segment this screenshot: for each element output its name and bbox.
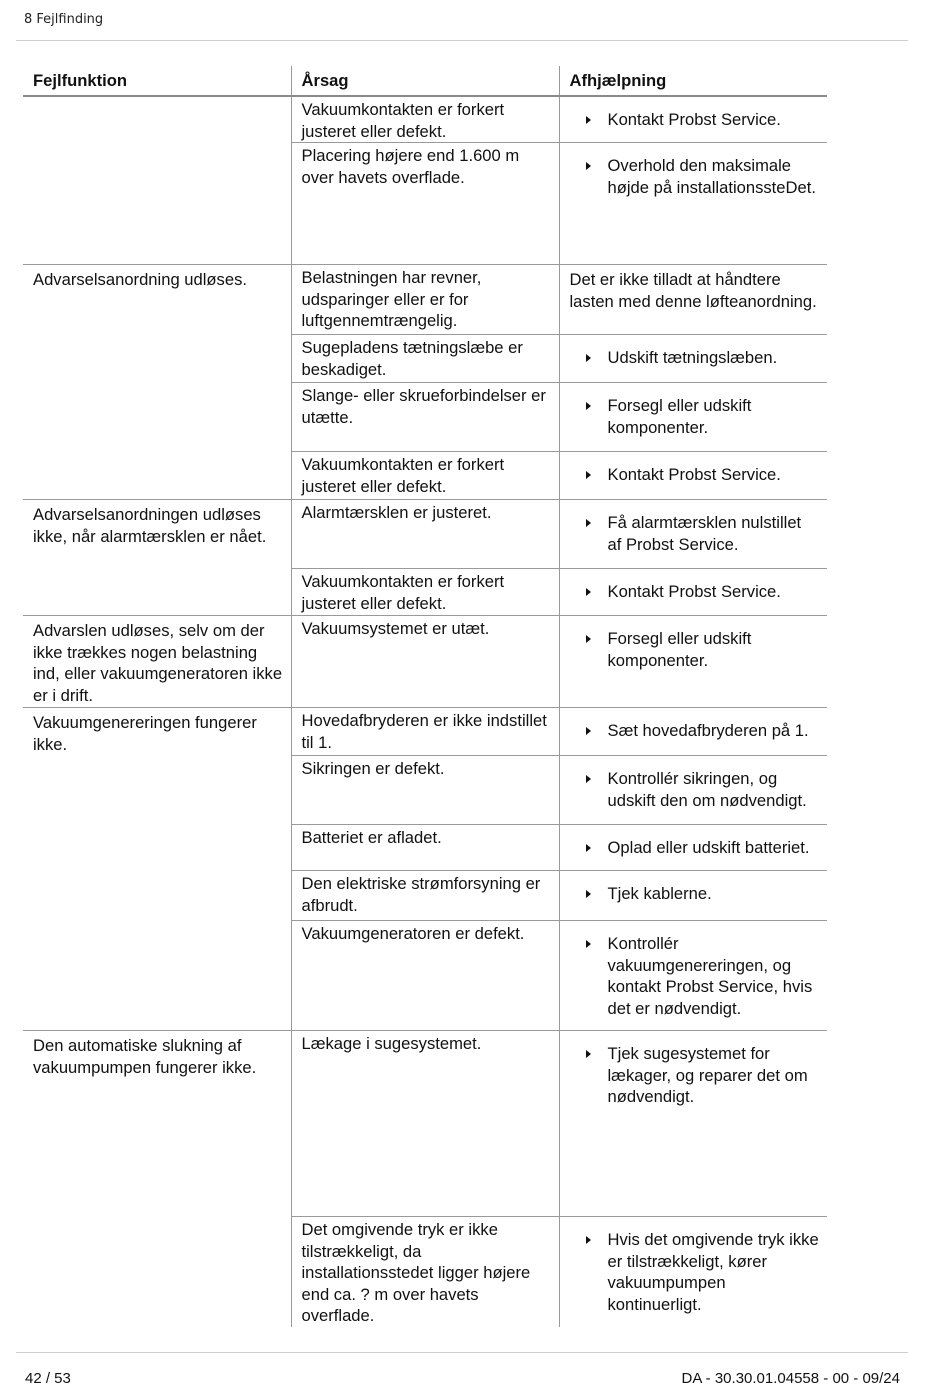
bullet-arrow-icon bbox=[586, 940, 591, 948]
remedy-cell bbox=[559, 569, 827, 616]
remedy-text: Kontrollér vakuumgenereringen, og kontakt Probst Service, hvis det er nødvendigt. bbox=[607, 934, 813, 1018]
footer-divider bbox=[16, 1352, 908, 1353]
table-row bbox=[23, 500, 827, 569]
table-row bbox=[23, 1031, 827, 1217]
header-divider bbox=[16, 40, 908, 41]
bullet-arrow-icon bbox=[586, 588, 591, 596]
cause-cell: Placering højere end 1.600 m over havets overflade. bbox=[291, 143, 559, 265]
fault-cell: Advarslen udløses, selv om der ikke trækkes nogen belastning ind, eller vakuumgeneratoren ikke er i drift. bbox=[23, 616, 291, 708]
column-header-remedy: Afhjælpning bbox=[559, 66, 827, 96]
cause-cell: Vakuumkontakten er forkert justeret eller defekt. bbox=[291, 452, 559, 500]
remedy-text: Oplad eller udskift batteriet. bbox=[607, 838, 810, 857]
remedy-cell bbox=[559, 500, 827, 569]
cause-cell: Vakuumkontakten er forkert justeret eller defekt. bbox=[291, 569, 559, 616]
remedy-text: Tjek kablerne. bbox=[607, 884, 712, 903]
remedy-text: Kontrollér sikringen, og udskift den om nødvendigt. bbox=[607, 769, 807, 810]
fault-table bbox=[23, 66, 827, 1327]
bullet-arrow-icon bbox=[586, 519, 591, 527]
remedy-cell bbox=[559, 335, 827, 383]
remedy-cell bbox=[559, 616, 827, 708]
cause-cell: Vakuumkontakten er forkert justeret eller defekt. bbox=[291, 96, 559, 143]
cause-cell: Den elektriske strømforsyning er afbrudt. bbox=[291, 871, 559, 921]
remedy-text: Forsegl eller udskift komponenter. bbox=[607, 396, 752, 437]
table-header-row bbox=[23, 66, 827, 96]
remedy-cell bbox=[559, 143, 827, 265]
remedy-cell bbox=[559, 921, 827, 1031]
table-row bbox=[23, 616, 827, 708]
remedy-text: Kontakt Probst Service. bbox=[607, 110, 781, 129]
remedy-text: Hvis det omgivende tryk ikke er tilstrækkeligt, kører vakuumpumpen kontinuerligt. bbox=[607, 1230, 819, 1314]
table-row bbox=[23, 265, 827, 335]
bullet-arrow-icon bbox=[586, 402, 591, 410]
remedy-cell bbox=[559, 871, 827, 921]
bullet-arrow-icon bbox=[586, 116, 591, 124]
cause-cell: Batteriet er afladet. bbox=[291, 825, 559, 871]
section-header: 8 Fejlfinding bbox=[24, 12, 104, 27]
cause-cell: Belastningen har revner, udsparinger eller er for luftgennemtrængelig. bbox=[291, 265, 559, 335]
fault-cell: Advarselsanordningen udløses ikke, når alarmtærsklen er nået. bbox=[23, 500, 291, 616]
cause-cell: Vakuumgeneratoren er defekt. bbox=[291, 921, 559, 1031]
cause-cell: Sikringen er defekt. bbox=[291, 756, 559, 825]
remedy-text: Forsegl eller udskift komponenter. bbox=[607, 629, 752, 670]
remedy-cell bbox=[559, 708, 827, 756]
bullet-arrow-icon bbox=[586, 1050, 591, 1058]
remedy-text: Udskift tætningslæben. bbox=[607, 348, 778, 367]
column-header-fault: Fejlfunktion bbox=[23, 66, 291, 96]
cause-cell: Lækage i sugesystemet. bbox=[291, 1031, 559, 1217]
page-number: 42 / 53 bbox=[25, 1370, 71, 1387]
fault-cell: Vakuumgenereringen fungerer ikke. bbox=[23, 708, 291, 1031]
cause-cell: Alarmtærsklen er justeret. bbox=[291, 500, 559, 569]
fault-cell bbox=[23, 96, 291, 265]
bullet-arrow-icon bbox=[586, 844, 591, 852]
cause-cell: Sugepladens tætningslæbe er beskadiget. bbox=[291, 335, 559, 383]
remedy-cell bbox=[559, 1217, 827, 1327]
bullet-arrow-icon bbox=[586, 775, 591, 783]
remedy-text: Sæt hovedafbryderen på 1. bbox=[607, 721, 809, 740]
remedy-cell bbox=[559, 383, 827, 452]
table-row bbox=[23, 96, 827, 143]
remedy-cell bbox=[559, 265, 827, 335]
bullet-arrow-icon bbox=[586, 635, 591, 643]
remedy-text: Overhold den maksimale højde på installationssteDet. bbox=[607, 156, 816, 197]
remedy-text: Kontakt Probst Service. bbox=[607, 582, 781, 601]
remedy-cell bbox=[559, 825, 827, 871]
remedy-cell bbox=[559, 756, 827, 825]
bullet-arrow-icon bbox=[586, 727, 591, 735]
bullet-arrow-icon bbox=[586, 471, 591, 479]
bullet-arrow-icon bbox=[586, 162, 591, 170]
column-header-cause: Årsag bbox=[291, 66, 559, 96]
cause-cell: Vakuumsystemet er utæt. bbox=[291, 616, 559, 708]
remedy-cell bbox=[559, 96, 827, 143]
remedy-cell bbox=[559, 452, 827, 500]
remedy-text: Få alarmtærsklen nulstillet af Probst Service. bbox=[607, 513, 802, 554]
remedy-text: Tjek sugesystemet for lækager, og reparer det om nødvendigt. bbox=[607, 1044, 808, 1106]
document-id: DA - 30.30.01.04558 - 00 - 09/24 bbox=[681, 1370, 900, 1387]
bullet-arrow-icon bbox=[586, 1236, 591, 1244]
cause-cell: Hovedafbryderen er ikke indstillet til 1. bbox=[291, 708, 559, 756]
cause-cell: Slange- eller skrueforbindelser er utætte. bbox=[291, 383, 559, 452]
cause-cell: Det omgivende tryk er ikke tilstrækkeligt, da installationsstedet ligger højere end ca. ? m over havets overflade. bbox=[291, 1217, 559, 1327]
remedy-cell bbox=[559, 1031, 827, 1217]
remedy-text: Det er ikke tilladt at håndtere lasten med denne løfteanordning. bbox=[569, 270, 817, 311]
table-row bbox=[23, 708, 827, 756]
fault-cell: Den automatiske slukning af vakuumpumpen fungerer ikke. bbox=[23, 1031, 291, 1327]
remedy-text: Kontakt Probst Service. bbox=[607, 465, 781, 484]
bullet-arrow-icon bbox=[586, 890, 591, 898]
bullet-arrow-icon bbox=[586, 354, 591, 362]
fault-cell: Advarselsanordning udløses. bbox=[23, 265, 291, 500]
